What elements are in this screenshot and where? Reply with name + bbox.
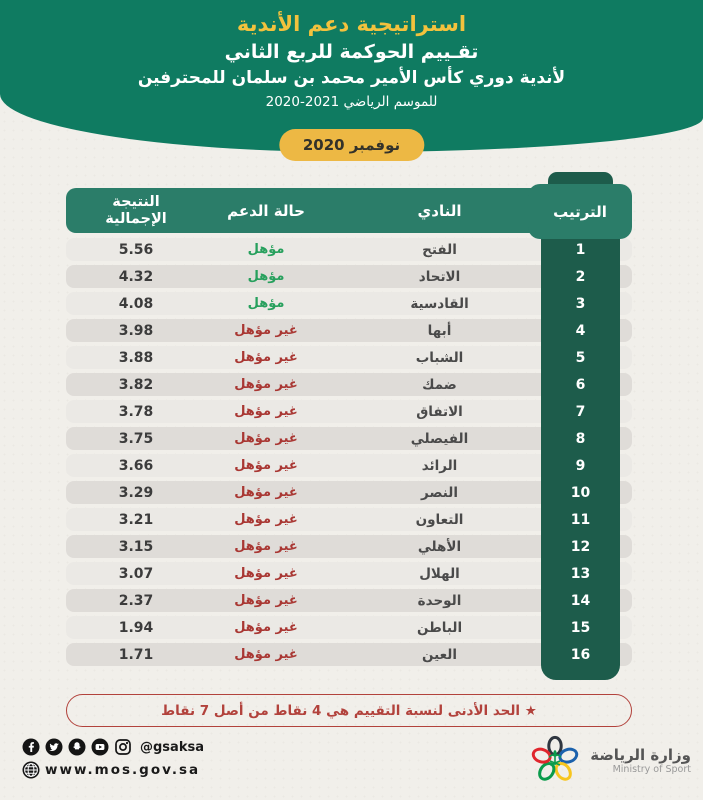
club-cell: التعاون [415,511,464,528]
instagram-icon[interactable] [114,738,132,756]
score-cell: 3.88 [118,349,154,366]
status-cell: غير مؤهل [234,458,298,473]
twitter-icon[interactable] [45,738,63,756]
ministry-name-ar: وزارة الرياضة [590,745,691,764]
status-cell: مؤهل [247,269,285,284]
club-cell: النصر [421,484,458,501]
status-cell: غير مؤهل [234,404,298,419]
status-cell: غير مؤهل [234,323,298,338]
rank-number: 15 [570,619,591,636]
status-cell: غير مؤهل [234,566,298,581]
social-handle[interactable]: @gsaksa [140,739,204,755]
website-row [22,760,204,780]
score-cell: 3.15 [118,538,154,555]
status-cell: غير مؤهل [234,377,298,392]
season-line: للموسم الرياضي 2021-2020 [265,94,438,110]
social-block [22,737,204,780]
rank-number: 4 [575,322,586,339]
page-subtitle-2: لأندية دوري كأس الأمير محمد بن سلمان للمحترفين [137,68,566,88]
score-cell: 3.78 [118,403,154,420]
rank-number: 9 [575,457,586,474]
score-cell: 2.37 [118,592,154,609]
globe-icon [22,761,40,779]
score-cell: 3.66 [118,457,154,474]
rank-number: 2 [575,268,586,285]
status-cell: مؤهل [247,242,285,257]
club-cell: الشباب [415,349,464,366]
club-cell: ضمك [422,376,457,393]
page-subtitle: تقـييم الحوكمة للربع الثاني [224,41,479,63]
score-cell: 4.32 [118,268,154,285]
rank-number: 16 [570,646,591,663]
score-cell: 3.21 [118,511,154,528]
club-cell: الهلال [419,565,460,582]
club-cell: القادسية [410,295,469,312]
rank-column [541,226,620,680]
rank-number: 13 [570,565,591,582]
status-column-header: حالة الدعم [227,201,305,220]
snapchat-icon[interactable] [68,738,86,756]
rank-number: 8 [575,430,586,447]
ministry-of-sport-flower-icon [528,732,582,788]
month-badge: نوفمبر 2020 [279,129,424,161]
rank-number: 14 [570,592,591,609]
status-cell: غير مؤهل [234,485,298,500]
website-url[interactable]: www.mos.gov.sa [45,762,201,778]
club-cell: الفيصلي [410,430,469,447]
rank-number: 1 [575,241,586,258]
club-cell: العين [422,646,457,663]
score-cell: 1.71 [118,646,154,663]
status-cell: غير مؤهل [234,431,298,446]
ranking-table [66,172,632,692]
rank-number: 10 [570,484,591,501]
status-cell: غير مؤهل [234,593,298,608]
rank-column-header: الترتيب [528,184,632,239]
rank-number: 6 [575,376,586,393]
rank-number: 7 [575,403,586,420]
rank-number: 11 [570,511,591,528]
score-header-line1: النتيجة [112,193,160,210]
score-column-header [66,188,206,233]
rank-strip-numbers [541,238,620,666]
status-cell: مؤهل [247,296,285,311]
ministry-name-en: Ministry of Sport [612,763,691,775]
rank-number: 5 [575,349,586,366]
status-cell: غير مؤهل [234,620,298,635]
club-cell: الباطن [416,619,463,636]
score-cell: 3.07 [118,565,154,582]
score-cell: 3.82 [118,376,154,393]
club-cell: الأهلي [417,538,462,555]
ministry-logo-block [528,732,691,788]
score-cell: 1.94 [118,619,154,636]
club-cell: أبها [427,322,452,339]
status-cell: غير مؤهل [234,647,298,662]
rank-number: 3 [575,295,586,312]
ministry-text [590,746,691,775]
page-title: استراتيجية دعم الأندية [236,12,467,36]
score-cell: 3.98 [118,322,154,339]
status-cell: غير مؤهل [234,539,298,554]
club-cell: الوحدة [417,592,462,609]
score-cell: 5.56 [118,241,154,258]
footnote-pill: ★ الحد الأدنى لنسبة التقييم هي 4 نقاط من أصل 7 نقاط [66,694,632,727]
score-header-line2: الإجمالية [105,210,167,227]
youtube-icon[interactable] [91,738,109,756]
rank-number: 12 [570,538,591,555]
status-cell: غير مؤهل [234,350,298,365]
club-cell: الاتفاق [416,403,463,420]
facebook-icon[interactable] [22,738,40,756]
score-cell: 4.08 [118,295,154,312]
club-column-header: النادي [417,201,462,220]
social-icons-row [22,737,204,757]
club-cell: الاتحاد [418,268,461,285]
score-cell: 3.75 [118,430,154,447]
club-cell: الرائد [421,457,458,474]
club-cell: الفتح [422,241,457,258]
score-cell: 3.29 [118,484,154,501]
status-cell: غير مؤهل [234,512,298,527]
